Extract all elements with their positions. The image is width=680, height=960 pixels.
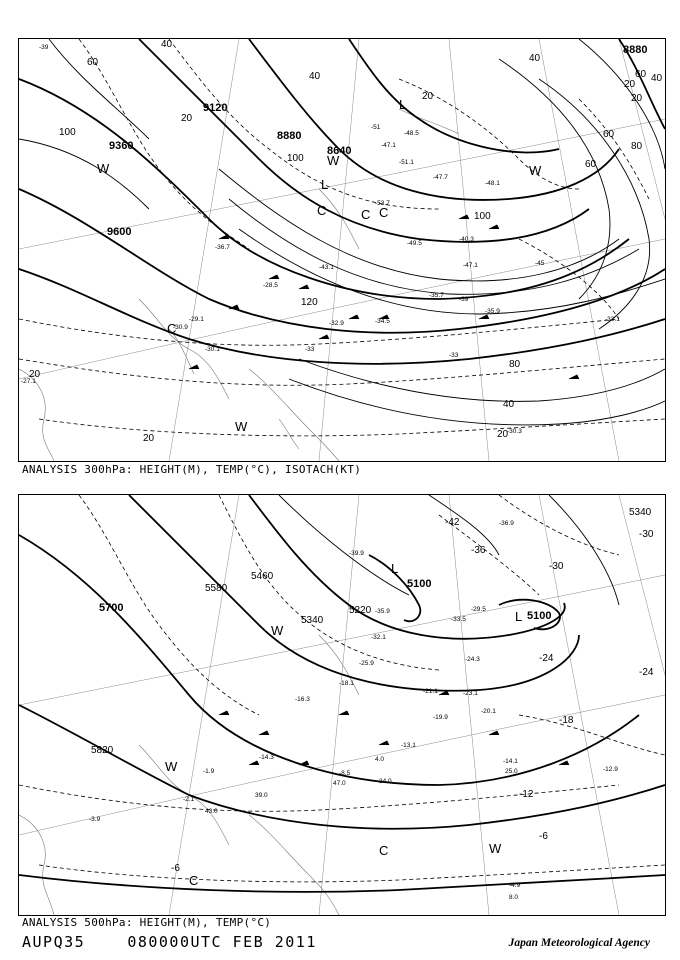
coastlines-300 [19, 109, 459, 461]
station-label: -16.3 [295, 696, 310, 703]
isotach-label: 20 [143, 433, 155, 444]
station-label: 43.0 [205, 808, 218, 815]
cold-symbol: C [317, 203, 327, 218]
temp-label: -32.9 [329, 320, 344, 327]
isotherm-label: -18 [559, 715, 574, 726]
temp-label: -43.1 [319, 264, 334, 271]
height-contours-300 [19, 39, 665, 364]
cold-symbol: C [379, 205, 389, 220]
low-pressure-symbol: L [391, 561, 399, 576]
temp-label: -34.5 [375, 318, 390, 325]
station-label: -21.1 [423, 688, 438, 695]
height-label: 5460 [251, 571, 274, 582]
station-label: -35.9 [375, 608, 390, 615]
temp-label: -51.1 [399, 159, 414, 166]
height-label: 5580 [205, 583, 228, 594]
station-label: -36.9 [499, 520, 514, 527]
station-label: -25.9 [359, 660, 374, 667]
isotherm-label: -24 [539, 653, 554, 664]
isotach-label: 40 [161, 39, 173, 50]
chart-code: AUPQ35 [22, 933, 86, 951]
isotherm-label: -24 [639, 667, 654, 678]
latlon-grid-500 [19, 495, 665, 915]
isotherm-label: -6 [539, 831, 548, 842]
isotherm-label: -30 [549, 561, 564, 572]
station-label: -29.5 [471, 606, 486, 613]
map-panel-300hpa [18, 38, 666, 462]
temp-label: -33.1 [605, 316, 620, 323]
temp-label: -30.3 [507, 428, 522, 435]
cold-symbol: C [379, 843, 389, 858]
temp-label: -51 [371, 124, 381, 131]
isotach-label: 20 [631, 93, 643, 104]
map-panel-500hpa [18, 494, 666, 916]
temp-label: -45 [535, 260, 545, 267]
isotherm-label: -30 [639, 529, 654, 540]
map-500hpa-svg [19, 495, 665, 915]
temp-label: -30.9 [173, 324, 188, 331]
isotherm-label: -12 [519, 789, 534, 800]
isotach-label: 40 [503, 399, 515, 410]
station-label: -3.9 [89, 816, 101, 823]
station-label: -8.5 [339, 770, 351, 777]
temp-label: -33 [305, 346, 315, 353]
isotach-label: 60 [87, 57, 99, 68]
valid-time: 080000UTC FEB 2011 [127, 933, 317, 951]
isotach-label: 40 [651, 73, 663, 84]
station-label: -32.1 [371, 634, 386, 641]
isotherm-label: -36 [471, 545, 486, 556]
cold-symbol: C [189, 873, 199, 888]
station-label: 4.0 [375, 756, 385, 763]
isotach-label: 60 [603, 129, 615, 140]
station-label: -1.9 [203, 768, 215, 775]
temp-label: -47.1 [463, 262, 478, 269]
warm-symbol: W [327, 153, 340, 168]
temp-label: -40.3 [459, 236, 474, 243]
warm-symbol: W [97, 161, 110, 176]
isotach-label: 80 [631, 141, 643, 152]
caption-500hpa: ANALYSIS 500hPa: HEIGHT(M), TEMP(°C) [22, 916, 272, 929]
temp-label: -28.5 [263, 282, 278, 289]
isotach-label: 20 [422, 91, 434, 102]
low-pressure-symbol: L [399, 97, 407, 112]
station-label: -18.1 [339, 680, 354, 687]
station-label: -12.9 [603, 766, 618, 773]
temp-label: -30.1 [205, 346, 220, 353]
isotach-label: 20 [497, 429, 509, 440]
isotach-label: 100 [59, 127, 76, 138]
temp-label: -53.7 [375, 200, 390, 207]
station-label: -23.1 [463, 690, 478, 697]
isotach-label: 20 [29, 369, 41, 380]
isotach-label: 20 [624, 79, 636, 90]
station-label: -20.1 [481, 708, 496, 715]
isotach-label: 40 [309, 71, 321, 82]
temp-label: -27.1 [21, 378, 36, 385]
low-pressure-symbol: L [321, 177, 329, 192]
isotach-label: 100 [287, 153, 304, 164]
agency-name: Japan Meteorological Agency [508, 937, 650, 949]
temp-label: -48.5 [404, 130, 419, 137]
height-label: 5700 [99, 602, 124, 614]
map-300hpa-svg [19, 39, 665, 461]
station-label: 39.0 [255, 792, 268, 799]
station-label: -39.9 [349, 550, 364, 557]
station-label: -33.5 [451, 616, 466, 623]
isotach-label: 60 [585, 159, 597, 170]
temp-label: -47.1 [381, 142, 396, 149]
station-label: 34.0 [379, 778, 392, 785]
isotherms-500 [19, 495, 665, 882]
temp-label: -47.7 [433, 174, 448, 181]
warm-symbol: W [529, 163, 542, 178]
temp-label: -36.7 [215, 244, 230, 251]
station-label: 47.0 [333, 780, 346, 787]
caption-300hpa: ANALYSIS 300hPa: HEIGHT(M), TEMP(°C), ISOTACH(KT) [22, 463, 362, 476]
station-label: -13.1 [401, 742, 416, 749]
cold-symbol: C [167, 321, 177, 336]
height-label: 9600 [107, 226, 132, 238]
isotach-label: 60 [635, 69, 647, 80]
temp-label: -35.9 [485, 308, 500, 315]
temp-label: -35.7 [429, 292, 444, 299]
station-label: -14.1 [503, 758, 518, 765]
warm-symbol: W [165, 759, 178, 774]
height-label: 5220 [349, 605, 372, 616]
temp-label: -29.1 [189, 316, 204, 323]
station-label: -24.3 [465, 656, 480, 663]
height-label: 8880 [277, 130, 302, 142]
warm-symbol: W [271, 623, 284, 638]
height-label: 5100 [407, 578, 432, 590]
station-label: -4.9 [509, 882, 521, 889]
temp-label: -49.5 [407, 240, 422, 247]
cold-symbol: C [361, 207, 371, 222]
chart-code-and-time [22, 933, 317, 951]
isotherm-label: -6 [171, 863, 180, 874]
isotach-label: 100 [474, 211, 491, 222]
isotach-label: 120 [301, 297, 318, 308]
temp-label: -48.1 [485, 180, 500, 187]
warm-symbol: W [235, 419, 248, 434]
height-label: 8640 [327, 145, 352, 157]
station-label: -19.9 [433, 714, 448, 721]
temp-label: -33 [449, 352, 459, 359]
temp-label: -39 [39, 44, 49, 51]
station-label: -14.3 [259, 754, 274, 761]
isotherm-label: -42 [445, 517, 460, 528]
station-label: 8.0 [509, 894, 519, 901]
low-pressure-symbol: L [515, 609, 523, 624]
isotach-label: 20 [181, 113, 193, 124]
temp-label: -39 [459, 296, 469, 303]
warm-symbol: W [489, 841, 502, 856]
height-label: 9120 [203, 102, 228, 114]
height-label: 5340 [629, 507, 652, 518]
height-label: 5100 [527, 610, 552, 622]
height-label: 5340 [301, 615, 324, 626]
height-label: 5820 [91, 745, 114, 756]
height-label: 9360 [109, 140, 134, 152]
isotach-label: 40 [529, 53, 541, 64]
station-label: -2.1 [183, 796, 195, 803]
height-label: 8880 [623, 44, 648, 56]
isotach-label: 80 [509, 359, 521, 370]
station-label: 25.0 [505, 768, 518, 775]
